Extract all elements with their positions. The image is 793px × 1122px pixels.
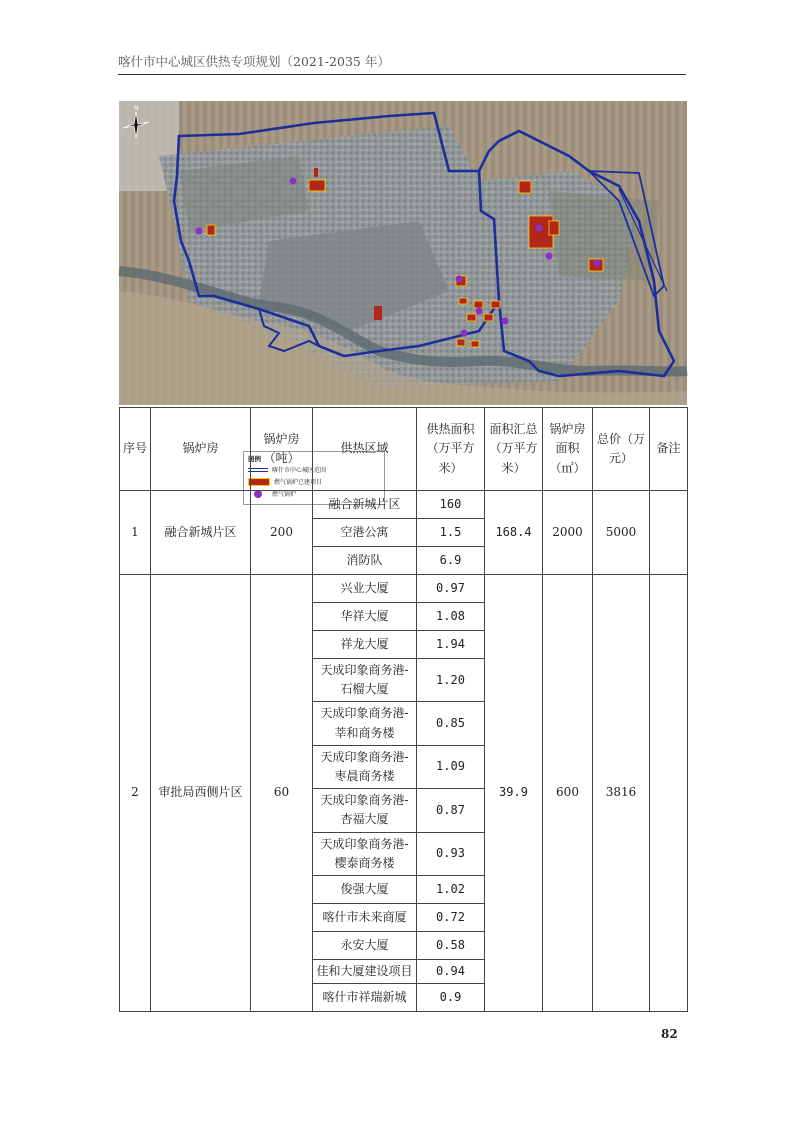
cell-heat-area: 6.9 [417, 547, 485, 575]
cell-area: 融合新城片区 [313, 491, 417, 519]
map-image [119, 101, 687, 405]
cell-heat-area: 1.08 [417, 603, 485, 631]
cell-heat-area: 0.72 [417, 903, 485, 931]
cell-heat-area: 0.58 [417, 931, 485, 959]
legend-label: 燃气锅炉 [272, 491, 297, 498]
header-area: 供热区域 [313, 408, 417, 491]
running-header: 喀什市中心城区供热专项规划（2021-2035 年） [118, 54, 390, 69]
cell-area: 空港公寓 [313, 519, 417, 547]
cell-heat-area: 0.97 [417, 575, 485, 603]
cell-heat-area: 1.02 [417, 875, 485, 903]
cell-heat-area: 1.94 [417, 631, 485, 659]
cell-area: 消防队 [313, 547, 417, 575]
table-header-row [120, 408, 688, 491]
cell-area: 喀什市祥瑞新城 [313, 984, 417, 1012]
cell-boiler-house: 融合新城片区 [151, 491, 251, 575]
cell-heat-area: 0.93 [417, 832, 485, 875]
cell-area: 天成印象商务港-石榴大厦 [313, 659, 417, 702]
cell-area: 喀什市未来商厦 [313, 903, 417, 931]
cell-area: 华祥大厦 [313, 603, 417, 631]
cell-heat-area: 0.94 [417, 959, 485, 983]
cell-area: 天成印象商务港-莘和商务楼 [313, 702, 417, 745]
header-no: 序号 [120, 408, 151, 491]
cell-room-area: 600 [543, 575, 593, 1012]
cell-boiler-house: 审批局西侧片区 [151, 575, 251, 1012]
cell-area: 俊强大厦 [313, 875, 417, 903]
boiler-table [119, 407, 688, 1012]
table-row [120, 491, 688, 519]
cell-total: 168.4 [485, 491, 543, 575]
cell-area: 佳和大厦建设项目 [313, 959, 417, 983]
north-arrow [121, 104, 151, 140]
cell-room-area: 2000 [543, 491, 593, 575]
cell-heat-area: 0.85 [417, 702, 485, 745]
header-total: 面积汇总（万平方米） [485, 408, 543, 491]
cell-heat-area: 1.20 [417, 659, 485, 702]
cell-capacity: 200 [251, 491, 313, 575]
cell-area: 永安大厦 [313, 931, 417, 959]
table-row [120, 575, 688, 603]
header-boiler-house: 锅炉房 [151, 408, 251, 491]
cell-capacity: 60 [251, 575, 313, 1012]
header-price: 总价（万元） [593, 408, 650, 491]
cell-area: 祥龙大厦 [313, 631, 417, 659]
legend-label: 喀什市中心城区范围 [272, 467, 327, 474]
header-rule [118, 74, 686, 75]
cell-heat-area: 160 [417, 491, 485, 519]
cell-note [650, 491, 688, 575]
cell-price: 3816 [593, 575, 650, 1012]
cell-total: 39.9 [485, 575, 543, 1012]
cell-heat-area: 1.5 [417, 519, 485, 547]
header-room-area: 锅炉房面积（㎡） [543, 408, 593, 491]
north-arrow-icon [121, 104, 151, 140]
cell-no: 1 [120, 491, 151, 575]
legend-title: 图例 [248, 455, 261, 463]
cell-area: 天成印象商务港-枣晨商务楼 [313, 745, 417, 788]
header-capacity: 锅炉房（吨） [251, 408, 313, 491]
north-label: N [134, 105, 139, 112]
cell-note [650, 575, 688, 1012]
cell-heat-area: 0.87 [417, 789, 485, 832]
header-note: 备注 [650, 408, 688, 491]
header-heat-area: 供热面积（万平方米） [417, 408, 485, 491]
cell-heat-area: 1.09 [417, 745, 485, 788]
legend-label: 燃气锅炉已建项目 [274, 479, 323, 486]
page-number: 82 [661, 1027, 678, 1041]
cell-area: 兴业大厦 [313, 575, 417, 603]
cell-area: 天成印象商务港-杏福大厦 [313, 789, 417, 832]
cell-price: 5000 [593, 491, 650, 575]
cell-no: 2 [120, 575, 151, 1012]
cell-area: 天成印象商务港-樱泰商务楼 [313, 832, 417, 875]
cell-heat-area: 0.9 [417, 984, 485, 1012]
